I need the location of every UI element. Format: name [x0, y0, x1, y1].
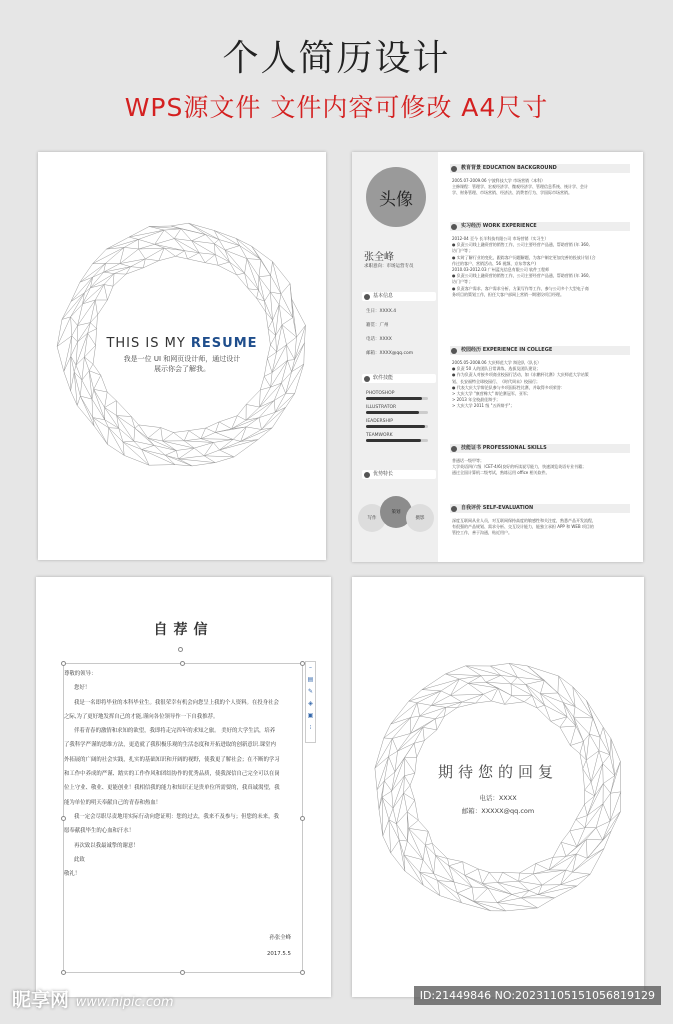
letter-line: 我是一名即将毕业的本科毕业生。我很荣幸有机会向您呈上我的个人资料。在投身社会 [74, 699, 279, 706]
letter-line: 位上守业、敬业、更能创业！我相信我的能力和知识正是贵单位所需要的，我真诚渴望，我 [64, 785, 280, 792]
skill-level-bar [366, 397, 422, 400]
resume-name: 张全峰 [364, 252, 394, 263]
cover-letter-page [36, 577, 331, 997]
letter-line: 伴着青春的激情和求知的欲望，我即将走完四年的求知之旅。 美好的大学生活，培养 [74, 728, 276, 735]
resize-handle[interactable] [61, 661, 66, 666]
resize-handle[interactable] [300, 816, 305, 821]
skill-item: TEAMWORK [366, 433, 430, 442]
resume-line: ● 负责公司线上融资营的销售工作，公司主要经营产品通，帮助营销 (年 360, [452, 273, 590, 279]
resume-section-heading: 自我评价 SELF-EVALUATION [450, 504, 630, 513]
resume-line: 访门户等 ; [452, 279, 471, 285]
strength-bubble: 策划 [380, 496, 412, 528]
resume-section-heading: 技能证书 PROFESSIONAL SKILLS [450, 444, 630, 453]
resume-line: 2005.05-2008.06 大庆师范大学 辩论队（队长） [452, 360, 542, 365]
strength-heading: 优势特长 [362, 470, 436, 479]
closing-phone: 电话：XXXX [479, 794, 517, 802]
rotate-handle[interactable] [178, 647, 183, 652]
watermark-logo: 昵享网 www.nipic.com [12, 989, 174, 1011]
resume-line: 2010.03-2012.03 广州蓝光信息有限公司 软件工程师 [452, 267, 550, 273]
resume-line: > 2013 年全校最佳辩手； [452, 397, 501, 403]
letter-line: 之际,为了更好地发挥自己的才能,谨向各位领导作一下自我推荐。 [64, 713, 219, 720]
resume-line: 划、长安福特全球校园行、《时代周末》校园行； [452, 378, 540, 384]
resume-line: 通过全国计算机二级考试，熟练运用 office 相关软件。 [452, 470, 550, 476]
layout-icon[interactable]: ▤ [307, 676, 314, 683]
floating-toolbar [305, 661, 316, 743]
resume-section-text [452, 518, 630, 537]
resume-line: 访门户等 ; [452, 248, 471, 254]
skills-heading: 软件技能 [362, 374, 436, 383]
resume-line: ● 负责客户需求、客户需求分析、方案写作等工作，参与公司多个大型电子商 [452, 285, 589, 291]
info-phone: 电话：XXXX [366, 337, 392, 342]
watermark-id: ID:21449846 NO:20231105151056819129 [414, 986, 661, 1005]
resize-handle[interactable] [180, 970, 185, 975]
info-birthday: 生日：XXXX.4 [366, 309, 397, 314]
avatar: 头像 [366, 167, 426, 227]
resume-section-text [452, 178, 630, 197]
letter-title: 自荐信 [153, 622, 214, 638]
fill-icon[interactable]: ◈ [308, 700, 313, 707]
resume-section-text [452, 360, 630, 410]
resize-handle[interactable] [61, 970, 66, 975]
skill-level-bar [366, 439, 421, 442]
cover-heading: THIS IS MY RESUME [106, 336, 258, 351]
resize-handle[interactable] [180, 661, 185, 666]
cover-intro: 我是一位 UI 和网页设计师，通过设计 展示你会了解我。 [123, 355, 241, 373]
resume-line: > 大庆大学 2011 级 "五四辩手"； [452, 403, 515, 409]
resume-line: ● 代表大庆大学辩论队参与多项国际性比赛，并取得多项荣誉： [452, 384, 565, 390]
strength-bubble: 摄影 [406, 504, 434, 532]
letter-line: 再次致以我最诚挚的谢意！ [74, 842, 139, 849]
more-icon[interactable]: ⁝ [309, 724, 312, 731]
basic-info-heading: 基本信息 [362, 292, 436, 301]
skill-item: ILLUSTRATOR [366, 405, 430, 414]
wireframe-mesh [375, 663, 621, 911]
resize-handle[interactable] [300, 970, 305, 975]
info-hometown: 籍贯：广州 [366, 323, 389, 328]
letter-line: 敬礼！ [64, 871, 81, 878]
resume-line: 管控工作，善于沟通，贴近用户。 [452, 530, 512, 536]
letter-line: 外拓展的广阔的社会实践，扎实的基础知识和开阔的视野，使我更了解社会；在不断的学习 [64, 756, 280, 763]
resume-line: ● 负责 50 人的团队日常训练、选拔及团队建设； [452, 366, 541, 372]
resume-section-text [452, 236, 630, 298]
page-title: 个人简历设计 [222, 38, 451, 79]
letter-line: 您好！ [74, 685, 91, 692]
strength-bubble: 写作 [358, 504, 386, 532]
resume-line: 大学英语四/六级（CET-4/6)良好的听读说写能力，快速浏览英语专业书籍； [452, 464, 587, 470]
resume-line: ● 实时了解行业的变化，跟踪客户问题解题，为客户制定更加完善的投放计划 (合 [452, 254, 596, 260]
resume-line: 深度互联网从业人员，对互联网保持高度的敏感性和关注度，熟悉产品开发流程， [452, 518, 596, 523]
letter-date: 2017.5.5 [266, 951, 291, 957]
skill-level-bar [366, 411, 419, 414]
resume-line: > 大庆大学 "康营橡大" 辩论赛冠军、亚军； [452, 391, 531, 397]
resume-line: 2005.07-2009.06 宁波科技大学 市场营销（本科） [452, 178, 546, 183]
letter-body [64, 667, 300, 881]
resume-sidebar [352, 152, 438, 562]
info-email: 邮箱：XXXX@qq.com [366, 351, 414, 356]
closing-email: 邮箱：XXXXX@qq.com [461, 807, 535, 815]
pen-icon[interactable]: ✎ [307, 688, 314, 695]
letter-signature: 孙张全峰 [269, 935, 291, 941]
letter-line: 尊敬的领导： [64, 671, 97, 677]
resume-line: ● 作为负责人对接多项商业校园行活动，如《东鹏杯比赛》大庆师范大学站策 [452, 372, 589, 378]
skill-item: PHOTOSHOP [366, 391, 430, 400]
skill-item: IEADERSHIP [366, 419, 430, 428]
letter-line: 能为单位的明天奉献自己的青春和热血！ [64, 799, 162, 806]
resume-section-heading: 实习经历 WORK EXPERIENCE [450, 222, 630, 231]
resume-intent: 求职意向：市场运营专员 [364, 264, 414, 269]
letter-line: 我一定会尽职尽责地用实际行动向您证明：您的过去，我来不及参与；但您的未来，我 [74, 813, 279, 820]
minus-icon[interactable]: – [309, 664, 312, 671]
border-icon[interactable]: ▣ [307, 712, 314, 719]
closing-thanks: 期待您的回复 [437, 763, 558, 781]
wireframe-ring-graphic [352, 577, 644, 997]
letter-line: 此致 [74, 856, 85, 863]
letter-line: 了我科学严谨的思维方法，更造就了我积极乐观的生活态度和开拓进取的创新意识.课堂内 [64, 742, 276, 749]
resume-main [442, 152, 642, 562]
resume-section-heading: 校园经历 EXPERIENCE IN COLLEGE [450, 346, 630, 355]
resume-line: 学、财务管理、市场营销、经济法、消费者行为、学国际市场营销。 [452, 190, 572, 196]
resume-page [352, 152, 643, 562]
resume-line: 作过的客户、营销活动、56 视频、京东等客户) [452, 260, 536, 266]
resume-line: 2012-04 至今 长羊科技有限公司 市场营销（实习生） [452, 236, 549, 241]
resume-line: 主修课程：管理学、宏观经济学、微观经济学、管理信息系统、统计学、会计 [452, 184, 588, 190]
skill-level-bar [366, 425, 425, 428]
resume-section-heading: 教育背景 EDUCATION BACKGROUND [450, 164, 630, 173]
letter-line: 愿奉献我毕生的心血和汗水！ [64, 828, 135, 835]
letter-line: 和工作中养成的严谨、踏实的工作作风和团结协作的优秀品质，使我深信自己完全可以在岗 [64, 771, 280, 778]
resume-line: 有很强的产品规划、需求分析、交互设计能力，能独立承担 APP 和 WEB 项目的 [452, 524, 594, 530]
cover-page [38, 152, 326, 560]
page-subtitle: WPS源文件 文件内容可修改 A4尺寸 [124, 93, 549, 122]
resume-line: 务项目的策划工作，担任大客户部网上营销一期建设项目经理。 [452, 291, 564, 297]
resume-line: 普通话一级甲等； [452, 458, 484, 463]
closing-page [352, 577, 644, 997]
resume-section-text [452, 458, 630, 477]
resume-line: ● 负责公司线上融资营的销售工作，公司主要经营产品通，帮助营销 (年 360, [452, 242, 590, 248]
